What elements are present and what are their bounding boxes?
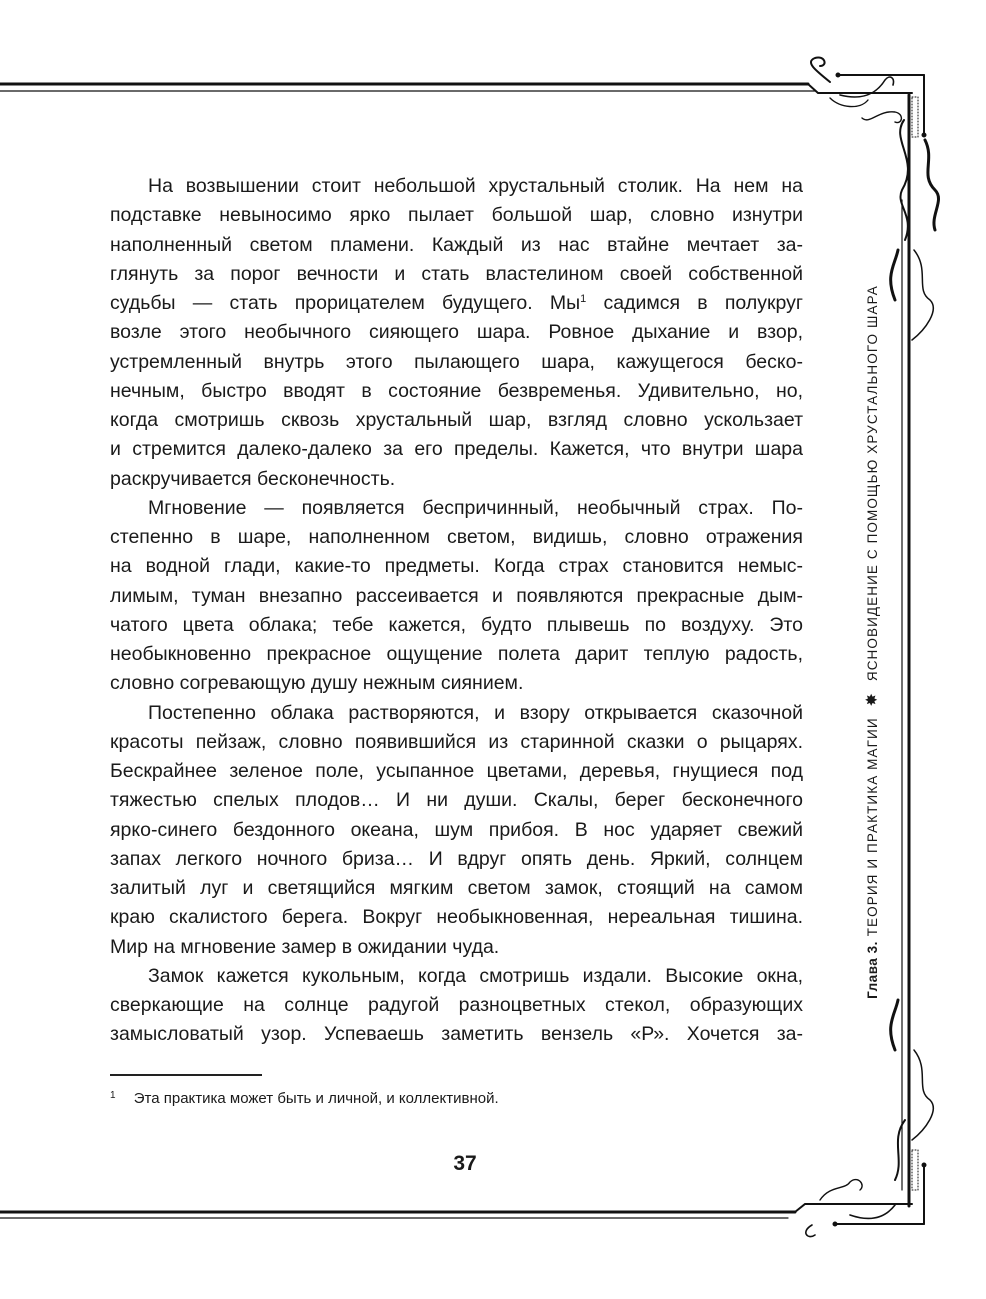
text-line <box>110 318 803 347</box>
text-line-content: Постепенно облака растворяются, и взору открывается сказочной <box>148 701 803 724</box>
text-line-content: наполненный светом пламени. Каждый из нас втайне мечтает за- <box>110 233 803 256</box>
text-line-content: подставке невыносимо ярко пылает большой шар, словно изнутри <box>110 204 803 227</box>
text-line-content: раскручивается бесконечность. <box>110 467 396 490</box>
text-line-content: тяжестью спелых плодов… И ни души. Скалы, берег бесконечного <box>110 789 803 812</box>
text-line-content: Мир на мгновение замер в ожидании чуда. <box>110 935 500 958</box>
text-line <box>110 933 803 962</box>
chapter-label: Глава 3. <box>865 941 880 999</box>
text-line <box>110 640 803 669</box>
text-line <box>110 962 803 991</box>
text-line <box>110 816 803 845</box>
text-line-content: глянуть за порог вечности и стать властелином своей собственной <box>110 262 803 285</box>
text-line-content: залитый луг и светящийся мягким светом замок, стоящий на самом <box>110 877 803 899</box>
text-line <box>110 465 803 494</box>
text-line <box>110 903 803 932</box>
text-line <box>110 1020 803 1049</box>
text-line-content: На возвышении стоит небольшой хрустальный столик. На нем на <box>148 175 803 197</box>
text-line <box>110 757 803 786</box>
text-line <box>110 699 803 728</box>
text-line <box>110 348 803 377</box>
text-line <box>110 172 803 201</box>
text-line <box>110 289 803 318</box>
text-line-content: возле этого необычного сияющего шара. Ровное дыхание и взор, <box>110 321 803 344</box>
text-line-content: садимся в полукруг <box>586 292 803 314</box>
footnote-reference: 1 <box>580 293 587 305</box>
text-line <box>110 991 803 1020</box>
text-line-content: на водной глади, какие-то предметы. Когда страх становится немыс- <box>110 555 803 578</box>
text-line-content: сверкающие на солнце радугой разноцветных стекол, образующих <box>110 994 803 1016</box>
text-line-content: когда смотришь сквозь хрустальный шар, взгляд словно ускользает <box>110 409 803 431</box>
text-line-content: устремленный внутрь этого пылающего шара, кажущегося беско- <box>110 350 803 373</box>
text-line <box>110 494 803 523</box>
text-line <box>110 845 803 874</box>
text-line <box>110 435 803 464</box>
text-line-content: Замок кажется кукольным, когда смотришь издали. Высокие окна, <box>148 964 803 987</box>
text-line <box>110 669 803 698</box>
running-header <box>862 285 882 999</box>
star-separator-icon: ✸ <box>864 692 881 707</box>
text-line <box>110 377 803 406</box>
text-line-content: необыкновенно прекрасное ощущение полета дарит теплую радость, <box>110 643 803 665</box>
text-line <box>110 728 803 757</box>
text-line-content: краю скалистого берега. Вокруг необыкновенная, нереальная тишина. <box>110 906 803 929</box>
text-line <box>110 201 803 230</box>
footnote-number: 1 <box>110 1090 116 1101</box>
page-number: 37 <box>453 1152 477 1175</box>
text-line-content: замысловатый узор. Успеваешь заметить вензель «Р». Хочется за- <box>110 1023 803 1046</box>
text-line <box>110 552 803 581</box>
text-line <box>110 231 803 260</box>
text-line-content: красоты пейзаж, словно появившийся из старинной сказки о рыцарях. <box>110 730 803 753</box>
text-line-content: словно согревающую душу нежным сиянием. <box>110 672 524 695</box>
text-line-content: судьбы — стать прорицателем будущего. Мы <box>110 292 581 314</box>
footnote-text: Эта практика может быть и личной, и коллективной. <box>133 1090 499 1107</box>
text-line-content: чатого цвета облака; тебе кажется, будто плывешь по воздуху. Это <box>110 613 803 636</box>
text-line <box>110 611 803 640</box>
section-title: ЯСНОВИДЕНИЕ С ПОМОЩЬЮ ХРУСТАЛЬНОГО ШАРА <box>865 285 880 682</box>
part-title: ТЕОРИЯ И ПРАКТИКА МАГИИ <box>865 717 880 937</box>
text-line-content: нечным, быстро вводят в состояние безвременья. Удивительно, но, <box>110 379 803 402</box>
text-line-content: Мгновение — появляется беспричинный, необычный страх. По- <box>148 496 803 519</box>
text-line-content: степенно в шаре, наполненном светом, видишь, словно отражения <box>110 526 803 548</box>
text-line-content: лимым, туман внезапно рассеивается и появляются прекрасные дым- <box>110 584 803 607</box>
footnote-divider <box>110 1074 262 1076</box>
body-text <box>110 172 803 1050</box>
text-line <box>110 786 803 815</box>
text-line-content: и стремится далеко-далеко за его пределы. Кажется, что внутри шара <box>110 438 803 461</box>
text-line-content: запах легкого ночного бриза… И вдруг опять день. Яркий, солнцем <box>110 847 803 870</box>
text-line <box>110 582 803 611</box>
text-line-content: Бескрайнее зеленое поле, усыпанное цветами, деревья, гнущиеся под <box>110 760 803 782</box>
text-line-content: ярко-синего бездонного океана, шум прибоя. В нос ударяет свежий <box>110 818 803 841</box>
text-line <box>110 406 803 435</box>
text-line <box>110 523 803 552</box>
text-line <box>110 260 803 289</box>
text-line <box>110 874 803 903</box>
footnote <box>110 1090 499 1107</box>
